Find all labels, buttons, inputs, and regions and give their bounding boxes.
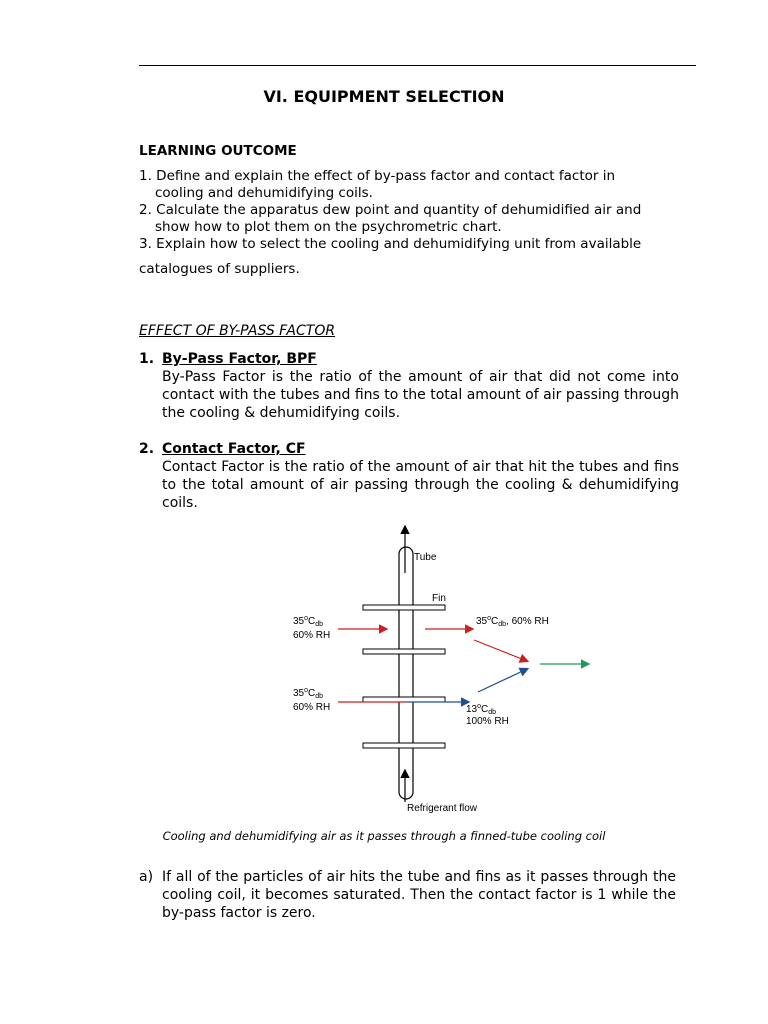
outcome-1-line-2: cooling and dehumidifying coils.: [155, 185, 373, 201]
bpf-text: By-Pass Factor is the ratio of the amount of air that did not come into contact with the tubes and fins to the total amount of air passing through the cooling & dehumidifying coils.: [162, 369, 679, 421]
contact-out-rh: 100% RH: [466, 716, 509, 727]
page-title: VI. EQUIPMENT SELECTION: [263, 87, 505, 106]
bypass-mix-arrow: [474, 640, 527, 661]
inlet-1-rh: 60% RH: [293, 630, 331, 641]
fin-label: Fin: [432, 593, 446, 604]
contact-out-temp: $13^oC_{db}$: [466, 703, 497, 716]
finned-tube-diagram: [260, 515, 660, 820]
refrigerant-label: Refrigerant flow: [407, 803, 478, 814]
cf-title: Contact Factor, CF: [162, 441, 306, 457]
outcome-3-line-1: 3. Explain how to select the cooling and dehumidifying unit from available: [139, 236, 642, 252]
paragraph-a-label: a): [139, 869, 154, 885]
outcome-2-line-1: 2. Calculate the apparatus dew point and quantity of dehumidified air and: [139, 202, 642, 218]
fin-3: [363, 697, 445, 702]
outcome-3-line-2: catalogues of suppliers.: [139, 261, 300, 277]
learning-outcome-list: [139, 168, 679, 278]
figure-caption: Cooling and dehumidifying air as it passes through a finned-tube cooling coil: [162, 829, 606, 843]
bpf-definition: [139, 350, 679, 422]
tube-label: Tube: [414, 552, 437, 563]
outcome-1-line-1: 1. Define and explain the effect of by-pass factor and contact factor in: [139, 168, 616, 184]
bypass-out-label: $35^oC_{db}$, 60% RH: [476, 615, 549, 628]
effect-heading: EFFECT OF BY-PASS FACTOR: [139, 323, 336, 339]
fin-1: [363, 605, 445, 610]
inlet-2-temp: $35^oC_{db}$: [293, 687, 324, 700]
bpf-title: By-Pass Factor, BPF: [162, 351, 317, 367]
outcome-2-line-2: show how to plot them on the psychrometric chart.: [155, 219, 502, 235]
paragraph-a-text: If all of the particles of air hits the tube and fins as it passes through the cooling coil, it becomes saturated. Then the contact factor is 1 while the by-pass factor is zero.: [162, 869, 676, 921]
cf-definition: [139, 440, 679, 512]
bpf-number: 1.: [139, 351, 155, 367]
fin-2: [363, 649, 445, 654]
header-rule: [139, 65, 696, 66]
fin-4: [363, 743, 445, 748]
cf-text: Contact Factor is the ratio of the amount of air that hit the tubes and fins to the total amount of air passing through the cooling & dehumidifying coils.: [162, 459, 679, 511]
cf-number: 2.: [139, 441, 155, 457]
inlet-1-temp: $35^oC_{db}$: [293, 615, 324, 628]
inlet-2-rh: 60% RH: [293, 702, 331, 713]
tube: [399, 547, 413, 799]
contact-mix-arrow: [478, 669, 527, 692]
learning-outcome-heading: LEARNING OUTCOME: [139, 143, 297, 159]
paragraph-a: [139, 868, 676, 922]
